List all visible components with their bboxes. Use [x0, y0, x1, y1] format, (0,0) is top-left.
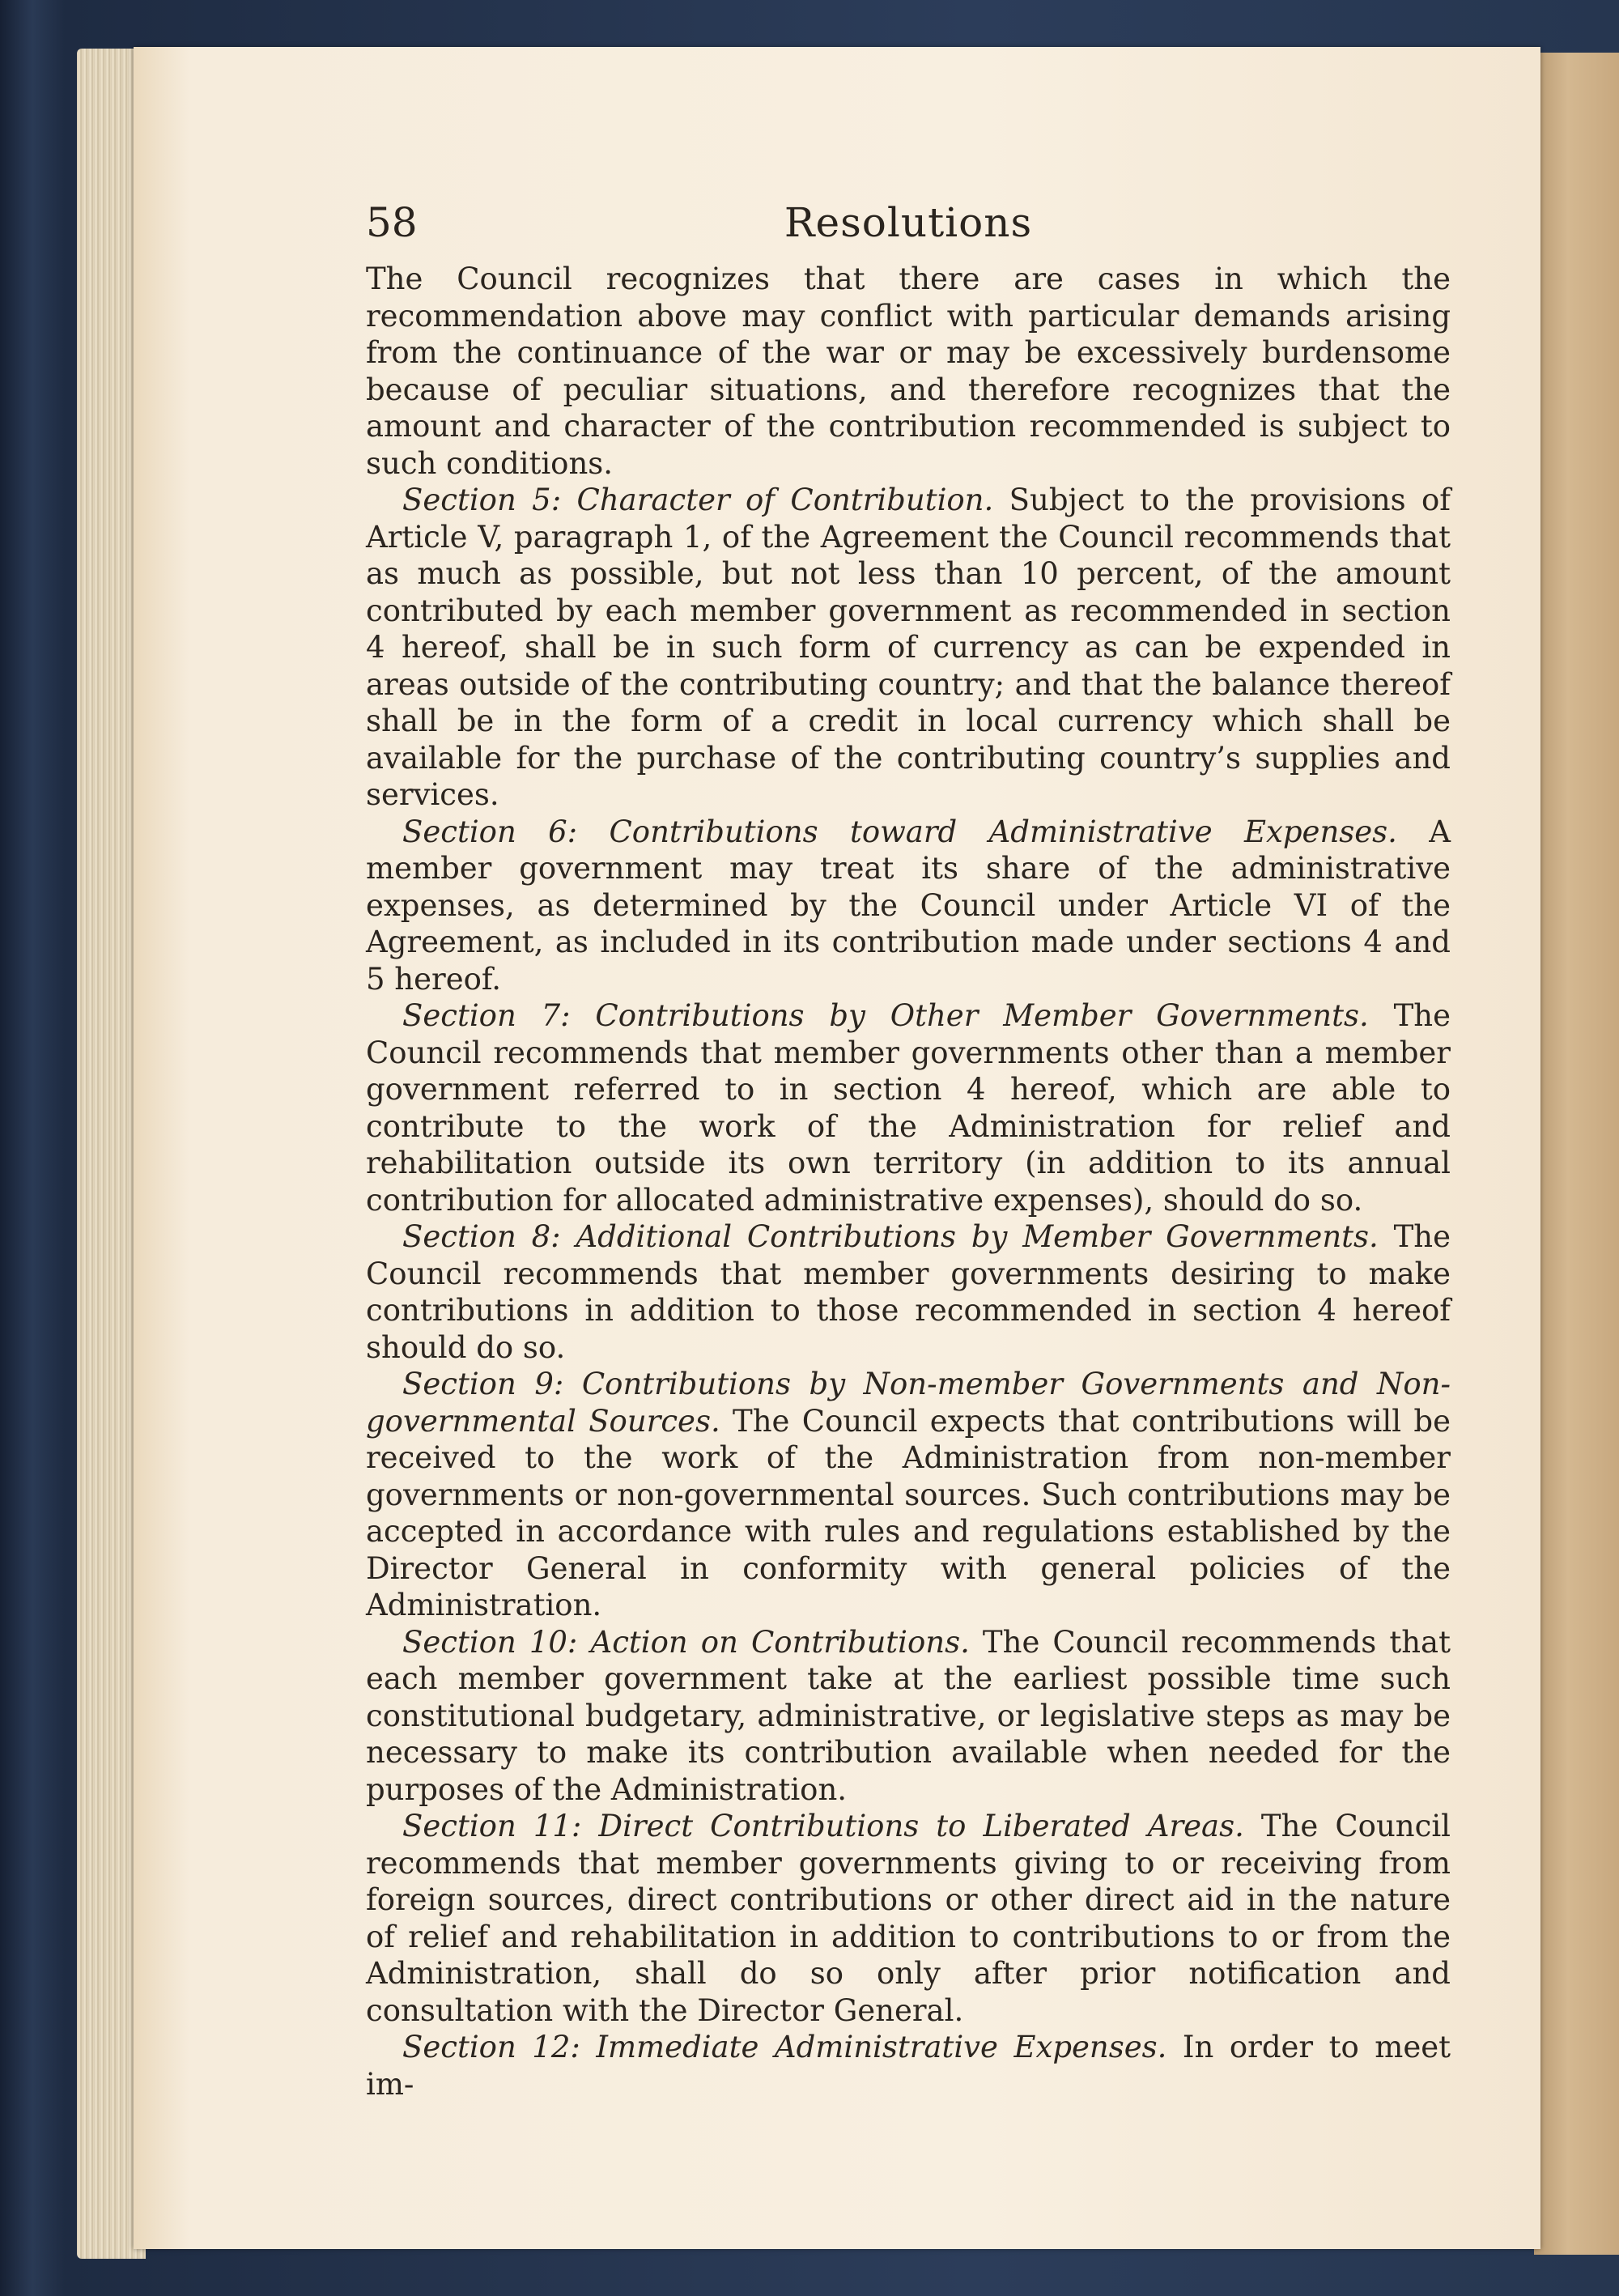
section-heading: Section 8: Additional Contributions by Member Governments.: [402, 1219, 1379, 1254]
paragraph-section-6: [366, 814, 1451, 998]
paragraph-text: The Council recommends that member governments giving to or receiving from foreign sources, direct contributions or other direct aid in the nature of relief and rehabilitation in addition to contributions to or from the Administration, shall do so only after prior notification and consultation with the Director General.: [366, 1809, 1451, 2028]
paragraph-section-8: [366, 1218, 1451, 1366]
paragraph-section-9: [366, 1366, 1451, 1624]
paragraph-intro: [366, 261, 1451, 482]
page-number: 58: [366, 199, 418, 246]
paragraph-section-11: [366, 1808, 1451, 2029]
body-text: [366, 261, 1451, 2103]
section-heading: Section 10: Action on Contributions.: [402, 1624, 970, 1660]
section-heading: Section 7: Contributions by Other Member Governments.: [402, 998, 1369, 1033]
section-heading: Section 6: Contributions toward Administrative Expenses.: [402, 814, 1397, 849]
section-heading: Section 12: Immediate Administrative Expenses.: [402, 2030, 1167, 2064]
section-heading: Section 9: Contributions by Non-member Governments and Non-governmental Sources.: [366, 1367, 1451, 1439]
paragraph-section-12: [366, 2029, 1451, 2103]
section-heading: Section 11: Direct Contributions to Liberated Areas.: [402, 1809, 1244, 1843]
paragraph-section-7: [366, 997, 1451, 1218]
paragraph-text: The Council recommends that each member government take at the earliest possible time such constitutional budgetary, administrative, or legislative steps as may be necessary to make its contribution available when needed for the purposes of the Administration.: [366, 1624, 1451, 1807]
paragraph-text: In order to meet im-: [366, 2030, 1451, 2102]
running-title: Resolutions: [784, 199, 1033, 246]
paragraph-text: Subject to the provisions of Article V, paragraph 1, of the Agreement the Council recommends that as much as possible, but not less than 10 percent, of the amount contributed by each member government as recommended in section 4 hereof, shall be in such form of currency as can be expended in areas outside of the contributing country; and that the balance thereof shall be in the form of a credit in local currency which shall be available for the purchase of the contributing country’s supplies and services.: [366, 483, 1451, 812]
paragraph-section-10: [366, 1624, 1451, 1809]
paragraph-text: A member government may treat its share of the administrative expenses, as determined by the Council under Article VI of the Agreement, as included in its contribution made under sections 4 and 5 hereof.: [366, 814, 1451, 997]
running-head: [366, 194, 1451, 251]
paragraph-section-5: [366, 482, 1451, 814]
facing-page-edge: [1534, 53, 1619, 2255]
section-heading: Section 5: Character of Contribution.: [402, 483, 994, 517]
paragraph-text: The Council expects that contributions will be received to the work of the Administration from non-member governments or non-governmental sources. Such contributions may be accepted in accordance with rules and regulations established by the Director General in conformity with general policies of the Administration.: [366, 1403, 1451, 1622]
paragraph-text: The Council recognizes that there are cases in which the recommendation above may conflict with particular demands arising from the continuance of the war or may be excessively burdensome because of peculiar situations, and therefore recognizes that the amount and character of the contribution recommended is subject to such conditions.: [366, 261, 1451, 481]
paragraph-text: The Council recommends that member governments other than a member government referred to in section 4 hereof, which are able to contribute to the work of the Administration for relief and rehabilitation outside its own territory (in addition to its annual contribution for allocated administrative expenses), should do so.: [366, 998, 1451, 1218]
paragraph-text: The Council recommends that member governments desiring to make contributions in addition to those recommended in section 4 hereof should do so.: [366, 1219, 1451, 1365]
